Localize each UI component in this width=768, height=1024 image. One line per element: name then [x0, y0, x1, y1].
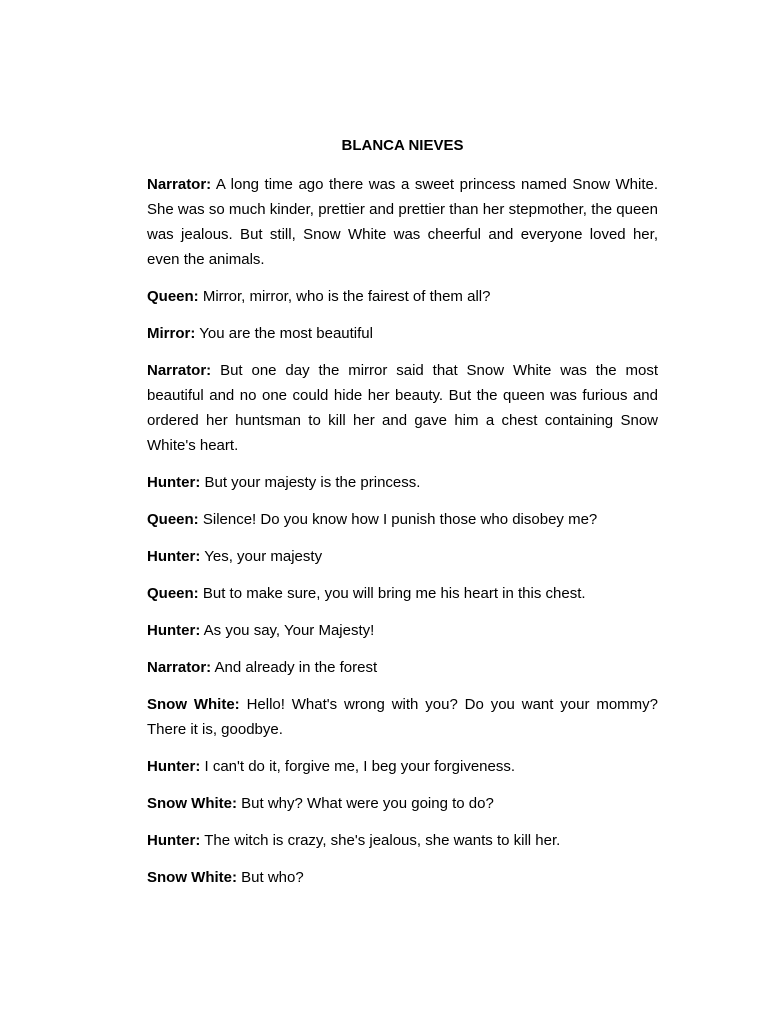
- speaker-name: Hunter:: [147, 474, 201, 491]
- dialogue-text: I can't do it, forgive me, I beg your forgiveness.: [204, 758, 516, 775]
- dialogue-line: [147, 321, 658, 346]
- speaker-name: Snow White:: [147, 696, 240, 713]
- dialogue-text: You are the most beautiful: [199, 325, 373, 342]
- dialogue-text: But why? What were you going to do?: [241, 795, 494, 812]
- dialogue-text: As you say, Your Majesty!: [203, 622, 375, 639]
- dialogue-text: But one day the mirror said that Snow White was the most beautiful and no one could hide her beauty. But the queen was furious and ordered her huntsman to kill her and gave him a chest containing Snow White's heart.: [147, 362, 658, 454]
- speaker-name: Snow White:: [147, 869, 237, 886]
- dialogue-line: [147, 618, 658, 643]
- dialogue-text: Mirror, mirror, who is the fairest of them all?: [202, 288, 491, 305]
- dialogue-line: [147, 284, 658, 309]
- speaker-name: Hunter:: [147, 758, 201, 775]
- dialogue-text: Yes, your majesty: [204, 548, 323, 565]
- dialogue-text: Hello! What's wrong with you? Do you want your mommy? There it is, goodbye.: [147, 696, 658, 738]
- document-page: [147, 136, 658, 902]
- dialogue-text: But who?: [241, 869, 304, 886]
- speaker-name: Hunter:: [147, 832, 201, 849]
- document-title: BLANCA NIEVES: [341, 137, 464, 154]
- dialogue-line: [147, 358, 658, 458]
- dialogue-line: [147, 470, 658, 495]
- dialogue-text: But your majesty is the princess.: [204, 474, 421, 491]
- speaker-name: Narrator:: [147, 362, 212, 379]
- dialogue-line: [147, 828, 658, 853]
- speaker-name: Snow White:: [147, 795, 237, 812]
- dialogue-text: Silence! Do you know how I punish those who disobey me?: [202, 511, 598, 528]
- dialogue-line: [147, 754, 658, 779]
- speaker-name: Narrator:: [147, 176, 212, 193]
- dialogue-line: [147, 581, 658, 606]
- dialogue-text: But to make sure, you will bring me his heart in this chest.: [202, 585, 586, 602]
- speaker-name: Hunter:: [147, 548, 201, 565]
- dialogue-line: [147, 791, 658, 816]
- speaker-name: Queen:: [147, 585, 199, 602]
- dialogue-text: A long time ago there was a sweet princess named Snow White. She was so much kinder, prettier and prettier than her stepmother, the queen was jealous. But still, Snow White was cheerful and everyone loved her, even the animals.: [147, 176, 659, 268]
- speaker-name: Narrator:: [147, 659, 212, 676]
- dialogue-line: [147, 172, 658, 272]
- dialogue-line: [147, 544, 658, 569]
- speaker-name: Hunter:: [147, 622, 201, 639]
- speaker-name: Queen:: [147, 511, 199, 528]
- dialogue-line: [147, 655, 658, 680]
- dialogue-line: [147, 692, 658, 742]
- dialogue-text: The witch is crazy, she's jealous, she wants to kill her.: [204, 832, 561, 849]
- dialogue-text: And already in the forest: [214, 659, 378, 676]
- dialogue-line: [147, 507, 658, 532]
- speaker-name: Queen:: [147, 288, 199, 305]
- dialogue-line: [147, 865, 658, 890]
- speaker-name: Mirror:: [147, 325, 196, 342]
